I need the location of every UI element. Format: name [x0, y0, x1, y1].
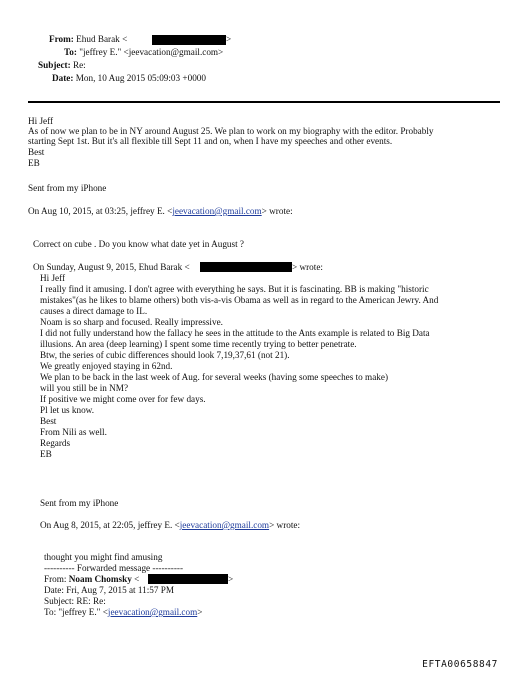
- from-label: From:: [49, 34, 74, 44]
- header-subject: [38, 60, 86, 71]
- attribution-text: On Aug 10, 2015, at 03:25, jeffrey E. <: [28, 206, 173, 216]
- quote-attribution: [40, 520, 300, 531]
- quoted-line: causes a direct damage to IL.: [40, 306, 148, 316]
- forward-from-name: Noam Chomsky: [68, 574, 132, 584]
- forward-from-end: >: [228, 574, 234, 584]
- email-link[interactable]: jeevacation@gmail.com: [179, 520, 270, 530]
- subject-label: Subject:: [38, 60, 71, 70]
- header-date: [52, 73, 206, 84]
- forward-from-label: From:: [44, 574, 67, 584]
- to-label: To:: [64, 47, 77, 57]
- from-value: Ehud Barak <: [76, 34, 128, 44]
- quoted-line: I really find it amusing. I don't agree with everything he says. But it is fascinating. BB is making "historic: [40, 284, 429, 294]
- to-value: "jeffrey E." <jeevacation@gmail.com>: [79, 47, 224, 57]
- quoted-line: We greatly enjoyed staying in 62nd.: [40, 361, 173, 371]
- document-id: EFTA00658847: [422, 659, 498, 670]
- quoted-line: Hi Jeff: [40, 273, 66, 283]
- signature-line: Sent from my iPhone: [28, 183, 107, 193]
- quoted-line: will you still be in NM?: [40, 383, 129, 393]
- from-end: >: [226, 34, 232, 44]
- attribution-suffix: > wrote:: [292, 262, 323, 272]
- body-line: Hi Jeff: [28, 116, 54, 126]
- quoted-line: I did not fully understand how the fallacy he sees in the attitude to the Ants example is related to Big Data: [40, 328, 430, 338]
- quote-attribution: On Sunday, August 9, 2015, Ehud Barak <: [33, 262, 190, 272]
- signature-line: Sent from my iPhone: [40, 498, 119, 508]
- body-line: As of now we plan to be in NY around August 25. We plan to work on my biography with the editor. Probably: [28, 126, 434, 136]
- quoted-line: EB: [40, 449, 52, 459]
- forward-to: [44, 607, 202, 618]
- forward-date: Date: Fri, Aug 7, 2015 at 11:57 PM: [44, 585, 175, 595]
- header-from: [49, 34, 127, 45]
- quoted-line: Btw, the series of cubic differences should look 7,19,37,61 (not 21).: [40, 350, 290, 360]
- quoted-line: Best: [40, 416, 57, 426]
- attribution-suffix: > wrote:: [269, 520, 301, 530]
- header-divider: [28, 101, 500, 103]
- quote-body: Correct on cube . Do you know what date yet in August ?: [33, 239, 245, 249]
- quoted-line: We plan to be back in the last week of Aug. for several weeks (having some speeches to make): [40, 372, 389, 382]
- body-line: starting Sept 1st. But it's all flexible till Sept 11 and on, when I have my speeches and other events.: [28, 136, 393, 146]
- forward-divider: ---------- Forwarded message ----------: [44, 563, 184, 573]
- quoted-line: mistakes"(as he likes to blame others) both vis-a-vis Obama as well as in regard to the American Jewry. And: [40, 295, 439, 305]
- date-value: Mon, 10 Aug 2015 05:09:03 +0000: [75, 73, 206, 83]
- attribution-suffix: > wrote:: [261, 206, 293, 216]
- email-link[interactable]: jeevacation@gmail.com: [172, 206, 262, 216]
- email-link[interactable]: jeevacation@gmail.com: [107, 607, 198, 617]
- quote-attribution: [28, 206, 293, 217]
- quoted-line: Regards: [40, 438, 71, 448]
- body-line: Best: [28, 147, 45, 157]
- redaction-bar: [200, 262, 292, 272]
- forward-subject: Subject: RE: Re:: [44, 596, 106, 606]
- quoted-line: From Nili as well.: [40, 427, 107, 437]
- quoted-line: Pl let us know.: [40, 405, 95, 415]
- attribution-text: On Aug 8, 2015, at 22:05, jeffrey E. <: [40, 520, 180, 530]
- subject-value: Re:: [72, 60, 86, 70]
- forward-to-suffix: >: [197, 607, 203, 617]
- body-line: EB: [28, 158, 40, 168]
- quoted-line: Noam is so sharp and focused. Really impressive.: [40, 317, 223, 327]
- header-to: [64, 47, 223, 58]
- quoted-line: If positive we might come over for few days.: [40, 394, 206, 404]
- forward-intro: thought you might find amusing: [44, 552, 163, 562]
- forward-from: [44, 574, 139, 585]
- forward-to-prefix: To: "jeffrey E." <: [44, 607, 108, 617]
- date-label: Date:: [52, 73, 74, 83]
- quoted-line: illusions. An area (deep learning) I spent some time recently trying to better penetrate.: [40, 339, 357, 349]
- forward-from-sep: <: [131, 574, 140, 584]
- redaction-bar: [152, 35, 226, 45]
- redaction-bar: [148, 574, 228, 584]
